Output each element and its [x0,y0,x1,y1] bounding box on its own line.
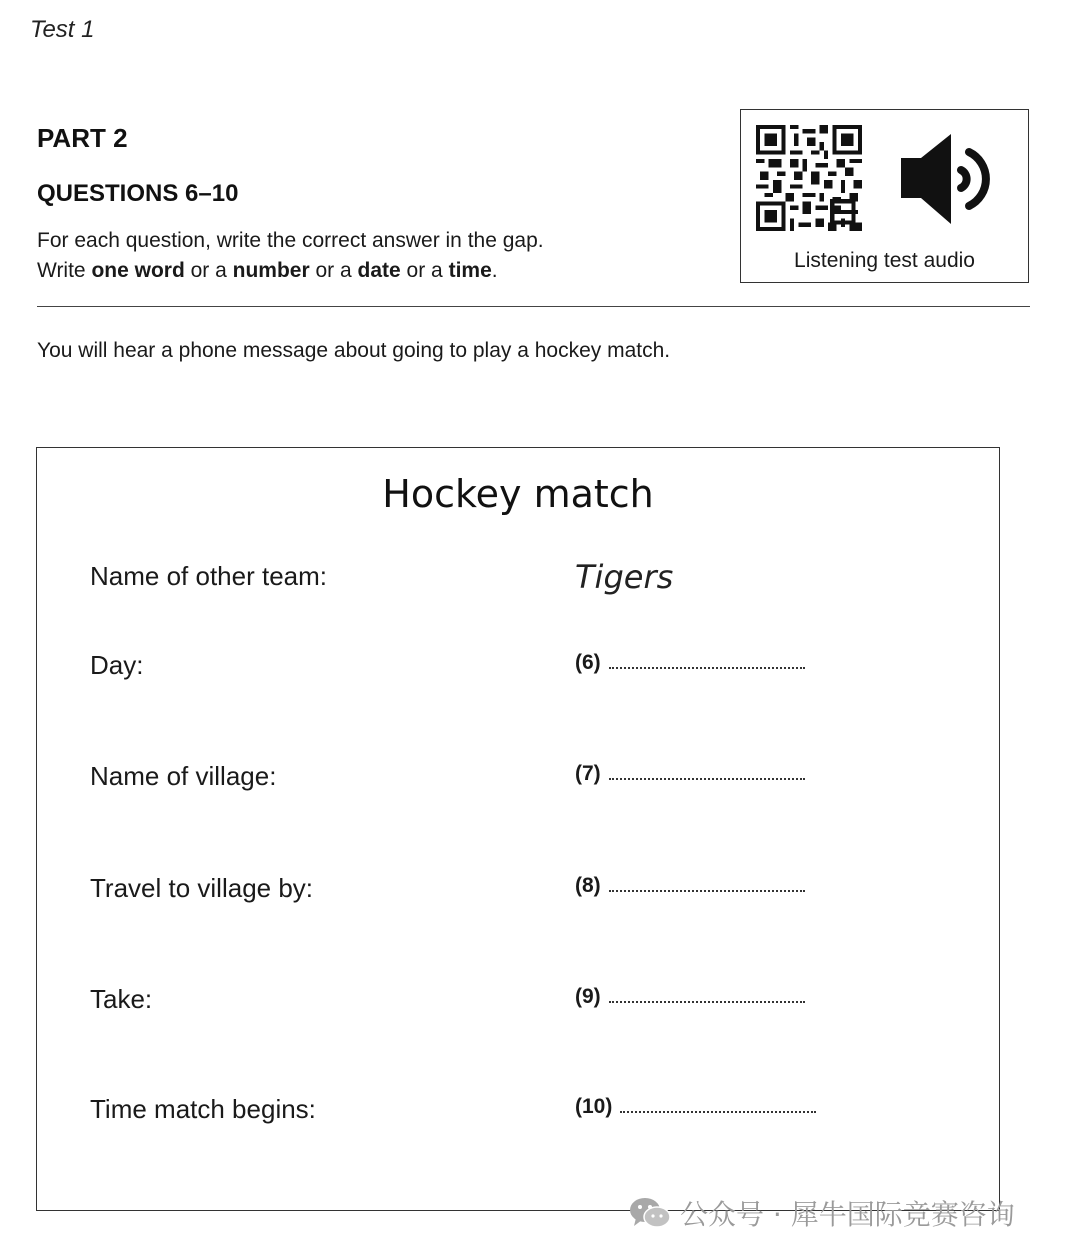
answer-gap-10[interactable] [575,1095,816,1119]
audio-label: Listening test audio [794,249,975,272]
example-answer: Tigers [575,558,674,596]
notes-form [36,447,1000,1211]
instr-text: or a [184,259,233,282]
instruction-line-2 [37,259,498,283]
qr-code-icon[interactable] [756,125,862,231]
answer-line[interactable] [609,889,805,892]
form-title: Hockey match [382,472,654,516]
answer-line[interactable] [609,666,805,669]
test-label: Test 1 [30,16,95,43]
instr-bold: number [232,259,310,282]
answer-gap-9[interactable] [575,985,805,1009]
instr-text: or a [400,259,449,282]
row-label: Take: [90,984,153,1014]
row-label: Name of village: [90,761,277,791]
answer-line[interactable] [609,1000,805,1003]
question-number: (6) [575,651,601,674]
watermark [628,1193,1015,1233]
question-number: (9) [575,985,601,1008]
instr-bold: date [357,259,401,282]
part-title: PART 2 [37,123,128,153]
watermark-text: 公众号 · 犀牛国际竞赛咨询 [680,1198,1015,1231]
row-label: Name of other team: [90,561,327,591]
speaker-icon[interactable] [899,132,999,226]
instr-bold: time [448,259,492,282]
questions-title: QUESTIONS 6–10 [37,180,239,207]
question-number: (8) [575,874,601,897]
answer-line[interactable] [609,777,805,780]
instr-bold: one word [91,259,185,282]
question-number: (10) [575,1095,613,1118]
row-label: Day: [90,650,144,680]
instruction-line-1: For each question, write the correct answer in the gap. [37,229,544,252]
instr-text: . [491,259,498,282]
answer-gap-8[interactable] [575,874,805,898]
wechat-icon [628,1196,672,1230]
question-number: (7) [575,762,601,785]
divider [37,306,1030,307]
row-label: Travel to village by: [90,873,314,903]
answer-gap-6[interactable] [575,651,805,675]
audio-box[interactable] [740,109,1029,283]
instr-text: Write [37,259,92,282]
intro-text: You will hear a phone message about going to play a hockey match. [37,339,671,362]
answer-gap-7[interactable] [575,762,805,786]
instr-text: or a [309,259,358,282]
row-label: Time match begins: [90,1094,316,1124]
answer-line[interactable] [620,1110,816,1113]
